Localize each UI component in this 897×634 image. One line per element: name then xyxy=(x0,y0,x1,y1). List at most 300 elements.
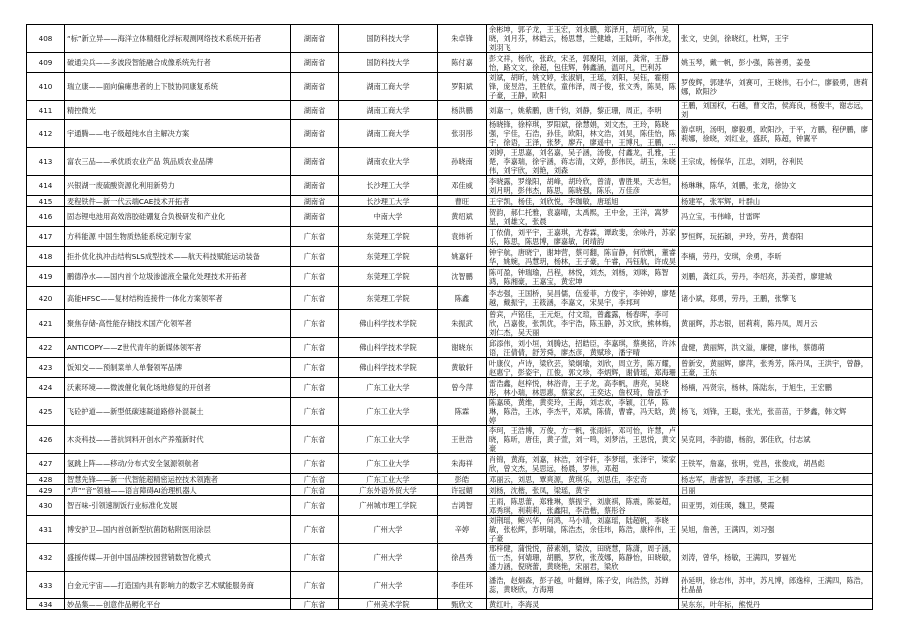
project-name: “标”新立异——海洋立体精细化浮标观测网络技术系统开拓者 xyxy=(67,34,262,43)
university: 广东工业大学 xyxy=(366,474,410,484)
university: 湖南工商大学 xyxy=(366,129,410,138)
university: 长沙理工大学 xyxy=(366,196,410,206)
team-leader: 辛婷 xyxy=(454,525,470,534)
project-name: 白金元宇宙——打造国内具有影响力的数字艺术赋能服务商 xyxy=(67,580,254,590)
row-number-cell xyxy=(27,196,65,207)
team-members: 邓丽云，刘思，覃爽源，黄琪乐，刘思佳，李宏奇 xyxy=(489,474,648,484)
row-number-cell xyxy=(27,572,65,599)
row-number-cell xyxy=(27,207,65,227)
table-row xyxy=(27,474,873,485)
advisors-cell xyxy=(679,53,873,73)
table-row xyxy=(27,73,873,101)
advisors-cell xyxy=(679,338,873,358)
university-cell xyxy=(339,25,438,53)
row-number: 425 xyxy=(38,407,53,416)
row-number: 414 xyxy=(38,181,53,190)
project-name-cell xyxy=(65,544,291,572)
team-leader-cell xyxy=(438,426,487,454)
advisors-cell xyxy=(679,516,873,544)
table-row xyxy=(27,358,873,378)
row-number-cell xyxy=(27,485,65,496)
advisors-cell xyxy=(679,176,873,196)
advisors-cell xyxy=(679,358,873,378)
table-row xyxy=(27,310,873,338)
team-members: 刘婷，王思嘉，刘名嘉，吴子涵，汤俊，付鑫龙，孔雅，王楚，李嘉瑞，徐宇涵，蒋志清，文婷，彭伟民，胡玉，朱晓伟，刘宇欣，刘艳，刘森 xyxy=(489,148,676,175)
project-name-cell xyxy=(65,101,291,120)
province: 广东省 xyxy=(303,319,326,328)
team-members-cell xyxy=(487,53,679,73)
table-row xyxy=(27,338,873,358)
advisors: 刘涛，曾华，杨敏，王满四，罗福光 xyxy=(681,553,797,562)
team-members-cell xyxy=(487,485,679,496)
province: 广东省 xyxy=(303,232,326,241)
province-cell xyxy=(291,148,339,176)
team-leader: 曹旺 xyxy=(454,196,470,206)
province-cell xyxy=(291,485,339,496)
province-cell xyxy=(291,599,339,610)
advisors: 杨琳琳，陈华，刘鹏，张龙，徐协文 xyxy=(681,181,797,190)
team-members-cell xyxy=(487,599,679,610)
project-name-cell xyxy=(65,120,291,148)
advisors-cell xyxy=(679,474,873,485)
province-cell xyxy=(291,338,339,358)
table-row xyxy=(27,287,873,310)
advisors: 张文，史剑，徐晓红，杜辉，王宇 xyxy=(681,34,789,43)
province: 湖南省 xyxy=(303,157,326,166)
team-leader-cell xyxy=(438,176,487,196)
team-leader: 曾今萍 xyxy=(451,383,473,392)
team-leader-cell xyxy=(438,398,487,426)
team-leader: 沈智鹏 xyxy=(451,272,473,281)
advisors: 吕丽 xyxy=(681,485,696,495)
table-row xyxy=(27,572,873,599)
advisors: 杨飞，刘锋，王聪，张光，张苗苗，于梦鑫，韩文辉 xyxy=(681,407,847,416)
project-name-cell xyxy=(65,338,291,358)
province-cell xyxy=(291,378,339,398)
project-name: 盛援传媒—开创中国品牌校园营销数智化模式 xyxy=(67,553,211,562)
project-name-cell xyxy=(65,176,291,196)
university: 广州大学 xyxy=(373,580,403,590)
team-leader: 罗阳斌 xyxy=(451,82,473,91)
team-leader-cell xyxy=(438,267,487,287)
row-number-cell xyxy=(27,227,65,247)
university: 佛山科学技术学院 xyxy=(359,343,417,352)
advisors: 王鹏，刘国权，石越，曹文浩，侯海良，杨俊丰，谢志远，刘 xyxy=(681,101,868,119)
project-name: 兴银湖一废硫酸资源化利用新势力 xyxy=(67,181,175,190)
team-leader-cell xyxy=(438,207,487,227)
team-leader-cell xyxy=(438,101,487,120)
row-number-cell xyxy=(27,53,65,73)
project-name-cell xyxy=(65,426,291,454)
project-name-cell xyxy=(65,474,291,485)
province: 湖南省 xyxy=(303,82,326,91)
team-leader: 朱振武 xyxy=(451,319,473,328)
advisors-cell xyxy=(679,426,873,454)
project-name-cell xyxy=(65,516,291,544)
row-number-cell xyxy=(27,426,65,454)
team-members: 邱添伟，刘小垣，刘腾达，招皓臣，李嘉琪，蔡奥铭，许沐语，汪倩倩，舒芳舜，廖杰彦，黄赋珍，潘宇晴 xyxy=(489,338,676,357)
team-leader-cell xyxy=(438,544,487,572)
university: 东莞理工学院 xyxy=(366,293,410,303)
team-members: 杨晓锋，徐梓琪，罗阳斌，徐慧娟，刘文杰，王玲，陈晓强，宇佳，石浩，孙佳，欧阳，林文浩，刘昊，陈佳怡，陈宇，徐语，王泽，张梦，廖卉，廖遥中，王博凡，王鹏，王 xyxy=(489,120,676,147)
row-number: 424 xyxy=(38,383,53,392)
university: 广州美术学院 xyxy=(366,599,410,609)
province-cell xyxy=(291,207,339,227)
advisors: 游卓明，汤明，廖毅勇，欧阳沙，于平，方鹏，程伊鹏，廖莉娜，徐晓，刘红业，盛跃，陈超，钟翼平 xyxy=(681,124,868,143)
advisors: 田亚男，刘佳瑛，魏卫，樊霞 xyxy=(681,501,775,510)
university-cell xyxy=(339,599,438,610)
team-members: 潘浩，赵炯森，彭子越，叶翻婵，陈子安，向浩然，苏婵蕊，黄晓欣，方海翔 xyxy=(489,576,669,594)
team-leader-cell xyxy=(438,516,487,544)
table-row xyxy=(27,426,873,454)
province-cell xyxy=(291,227,339,247)
advisors-cell xyxy=(679,207,873,227)
table-row xyxy=(27,454,873,474)
province-cell xyxy=(291,267,339,287)
project-name: 博安护卫—国内首创新型抗菌防粘附医用涂层 xyxy=(67,525,211,534)
project-name-cell xyxy=(65,572,291,599)
university-cell xyxy=(339,196,438,207)
team-members: 王雨，陈思蕾，郑雅琳，蔡振宇，刘康祺，陈震，陈晏超，邓秀琪，利莉莉，张鑫阳，李浩楷，蔡彤谷 xyxy=(489,496,676,515)
team-members-cell xyxy=(487,120,679,148)
row-number-cell xyxy=(27,516,65,544)
project-name-cell xyxy=(65,287,291,310)
province: 广东省 xyxy=(303,459,326,468)
team-members: 刘斌，胡昕，姚文婷，张淑娟，王瑶，刘阳，吴钰，霍栩锋，庞昱浩，王胜依，童伟泽，周子俊，张文秀，陈昊，陈子豪，王静，欧阳 xyxy=(489,73,676,100)
university-cell xyxy=(339,544,438,572)
table-row xyxy=(27,227,873,247)
university: 广州大学 xyxy=(373,525,403,534)
university-cell xyxy=(339,358,438,378)
row-number-cell xyxy=(27,474,65,485)
advisors-cell xyxy=(679,496,873,516)
table-body xyxy=(27,25,873,610)
table-row xyxy=(27,485,873,496)
advisors-cell xyxy=(679,267,873,287)
table-row xyxy=(27,544,873,572)
advisors: 诸小斌，郑勇，劳丹，王鹏，张擎飞 xyxy=(681,293,797,303)
team-leader: 孙晓南 xyxy=(451,157,473,166)
team-members: 丁依倩，刘平宇，王嘉琪，尤春霖，谭政斐，余咏丹，苏家乐，陈思，陈思博，廖嘉敏，闭靖韵 xyxy=(489,227,676,246)
project-name: 智慧先锋——新一代智能超精密运控技术领跑者 xyxy=(67,474,218,484)
project-name: 麦程铁件—新一代云端CAE技术开拓者 xyxy=(67,196,190,206)
university: 佛山科学技术学院 xyxy=(359,319,417,328)
table-row xyxy=(27,207,873,227)
team-leader: 许冠媚 xyxy=(451,485,473,495)
project-name: ANTICOPY——Z世代青年的新媒体领军者 xyxy=(67,343,202,352)
row-number: 429 xyxy=(38,485,53,495)
province: 广东省 xyxy=(303,272,326,281)
project-name: 饭知交——预制菜单人单餐领军品牌 xyxy=(67,363,183,372)
team-members-cell xyxy=(487,426,679,454)
team-leader-cell xyxy=(438,53,487,73)
university-cell xyxy=(339,287,438,310)
university: 广东工业大学 xyxy=(366,435,410,444)
team-leader-cell xyxy=(438,247,487,267)
team-leader: 朱海祥 xyxy=(451,459,473,468)
province: 湖南省 xyxy=(303,212,326,221)
province: 广东省 xyxy=(303,407,326,416)
project-name: 高能HFSC——复材结构连接件一体化方案领军者 xyxy=(67,293,223,303)
table-row xyxy=(27,25,873,53)
advisors: 罗俊辉，郭建华，刘赛可，王晓伟，石小仁，廖毅勇，唐莉娜，欧阳沙 xyxy=(681,77,868,96)
team-members: 雷浩鑫，赵梓悦，林浴青，王子龙，高李帆，唐亮，吴晓彤，林小瑞，林思惠，蔡家玄，王奕达，詹权琦，詹泓予 xyxy=(489,378,669,397)
advisors-cell xyxy=(679,378,873,398)
project-name: 氢跳上阵——移动/分布式安全氢源领航者 xyxy=(67,459,199,468)
team-members: 肖锦，黄海，刘嘉，林浩，刘宇轩，李梦瑶，张泽宇，梁家欣，曾文杰，吴思远，杨晨，罗伟，邓超 xyxy=(489,454,676,473)
row-number: 432 xyxy=(38,553,53,562)
province-cell xyxy=(291,496,339,516)
team-members: 刘荆瑶，鲍兴华，何鸿，马小靖，刘嘉瑶，陆超帆，李晓敏，张松辉，彭明瑞，陈浩杰，余佳玮，陈浩，康梓伟，王子豪 xyxy=(489,516,676,543)
team-leader: 彭皓 xyxy=(454,474,470,484)
province: 广东省 xyxy=(303,580,326,590)
team-leader-cell xyxy=(438,227,487,247)
university-cell xyxy=(339,247,438,267)
advisors: 王铁军，詹嘉，张明，党昌，张俊成，胡昌彪 xyxy=(681,459,825,468)
team-leader-cell xyxy=(438,358,487,378)
row-number: 410 xyxy=(38,82,53,91)
project-name-cell xyxy=(65,358,291,378)
row-number: 428 xyxy=(38,474,53,484)
row-number-cell xyxy=(27,338,65,358)
university: 长沙理工大学 xyxy=(366,181,410,190)
team-leader: 杨洪鹏 xyxy=(451,105,473,115)
province-cell xyxy=(291,426,339,454)
team-members-cell xyxy=(487,148,679,176)
university-cell xyxy=(339,227,438,247)
project-name-cell xyxy=(65,267,291,287)
team-members: 陈嘉瑛，黄维，黄奕玲，王海，刘志欢，李颖，江华，陈琳，陈浩，王冰，李杰平，邓斌，陈倩，曹睿，冯天晗，黄婷 xyxy=(489,398,676,425)
team-members-cell xyxy=(487,227,679,247)
province-cell xyxy=(291,176,339,196)
advisors-cell xyxy=(679,101,873,120)
row-number: 431 xyxy=(38,525,53,534)
university: 广州城市理工学院 xyxy=(359,501,417,510)
university: 湖南工商大学 xyxy=(366,105,410,115)
advisors: 姚玉琴，戴一帆，彭小强，陈善勇，姜曼 xyxy=(681,58,811,67)
university: 东莞理工学院 xyxy=(366,232,410,241)
university-cell xyxy=(339,73,438,101)
university-cell xyxy=(339,398,438,426)
project-name-cell xyxy=(65,496,291,516)
row-number: 420 xyxy=(38,293,53,303)
row-number-cell xyxy=(27,310,65,338)
province: 广东省 xyxy=(303,553,326,562)
project-name-cell xyxy=(65,378,291,398)
team-members-cell xyxy=(487,496,679,516)
team-members: 黄红叶，李海灵 xyxy=(489,599,540,609)
project-name: 聚焦存储-高性能存储技术国产化领军者 xyxy=(67,319,192,328)
advisors-cell xyxy=(679,120,873,148)
advisors-cell xyxy=(679,398,873,426)
project-name-cell xyxy=(65,398,291,426)
university: 湖南农业大学 xyxy=(366,157,410,166)
row-number: 412 xyxy=(38,129,53,138)
project-name: 破通尖兵——多波段智能融合成像系统先行者 xyxy=(67,58,211,67)
advisors-cell xyxy=(679,599,873,610)
row-number: 423 xyxy=(38,363,53,372)
row-number-cell xyxy=(27,101,65,120)
team-members-cell xyxy=(487,474,679,485)
university-cell xyxy=(339,53,438,73)
project-name-cell xyxy=(65,53,291,73)
team-members: 李志强，王国桥，吴昌儒，伍爱菲，方俊宇，李钟婷，廖楚越，戴振宇，王筱涵，李嘉文，宋昊宇，李邦珂 xyxy=(489,289,676,307)
province-cell xyxy=(291,516,339,544)
project-name: 固态锂电池用高效溶胶硅硼复合负极研发和产业化 xyxy=(67,212,226,221)
team-members-cell xyxy=(487,338,679,358)
province: 广东省 xyxy=(303,363,326,372)
advisors: 曾新安，黄丽辉，廖萍，张秀芳，陈丹凤，王洪宇，曾静，王豪，王东 xyxy=(681,358,868,377)
row-number: 408 xyxy=(38,34,53,43)
row-number: 415 xyxy=(38,196,53,206)
row-number-cell xyxy=(27,544,65,572)
row-number-cell xyxy=(27,287,65,310)
row-number-cell xyxy=(27,454,65,474)
team-leader: 谢晓东 xyxy=(451,343,473,352)
advisors-cell xyxy=(679,25,873,53)
university-cell xyxy=(339,378,438,398)
province-cell xyxy=(291,287,339,310)
province-cell xyxy=(291,73,339,101)
team-leader: 黄敏轩 xyxy=(451,363,473,372)
row-number: 430 xyxy=(38,501,53,510)
team-leader-cell xyxy=(438,599,487,610)
advisors: 杨志军，唐睿智，李君娜，王之桐 xyxy=(681,474,789,484)
row-number-cell xyxy=(27,73,65,101)
team-leader-cell xyxy=(438,25,487,53)
row-number: 413 xyxy=(38,157,53,166)
advisors-cell xyxy=(679,310,873,338)
table-row xyxy=(27,398,873,426)
university-cell xyxy=(339,176,438,196)
team-leader-cell xyxy=(438,148,487,176)
advisors-cell xyxy=(679,148,873,176)
row-number-cell xyxy=(27,599,65,610)
team-leader-cell xyxy=(438,474,487,485)
project-name: 方科能源 中国生物质热能系统定制专家 xyxy=(67,232,192,241)
team-members: 贺韵，郝仁托雅，袁嘉晴，太禹熙，王中金，王洋，嵩梦星，刘雄文，张晨 xyxy=(489,207,669,226)
team-leader-cell xyxy=(438,378,487,398)
team-members: 刘嘉一，姚紫鹏，唐千钧，刘静，黎正珊，周正，李明 xyxy=(489,105,662,115)
team-leader: 陈鑫 xyxy=(454,293,470,303)
project-name-cell xyxy=(65,485,291,496)
team-members: 彭文祥，杨欣，张政，宋圣，郭聚阳，刘丽，龚常，王静怡，路文文，徐超，包佳辉，韩鑫涵，温可凡，巴利苏 xyxy=(489,53,669,72)
project-name: 富农三品——承优质农业产品 筑品质农业品牌 xyxy=(67,157,214,166)
university-cell xyxy=(339,485,438,496)
team-leader: 陈付嘉 xyxy=(451,58,473,67)
team-members-cell xyxy=(487,378,679,398)
table-row xyxy=(27,196,873,207)
team-leader: 袁炜祈 xyxy=(451,232,473,241)
team-members-cell xyxy=(487,176,679,196)
advisors: 罗恒辉，玩拓颖，尹玲，劳丹，黄春阳 xyxy=(681,232,804,241)
table-row xyxy=(27,148,873,176)
project-name: 瑞立康——面向偏瘫患者的上下肢协同康复系统 xyxy=(67,82,218,91)
university-cell xyxy=(339,516,438,544)
province: 广东省 xyxy=(303,252,326,261)
province-cell xyxy=(291,544,339,572)
project-name: 智百味-引领速制饭行业标准化发展 xyxy=(67,501,178,510)
project-name: 妙品集——创意作品孵化平台 xyxy=(67,599,161,609)
university: 佛山科学技术学院 xyxy=(359,363,417,372)
province: 湖南省 xyxy=(303,129,326,138)
university-cell xyxy=(339,207,438,227)
team-leader: 陈霖 xyxy=(454,407,470,416)
row-number: 409 xyxy=(38,58,53,67)
advisors: 王宗成，杨保华，江忠，刘明，谷利民 xyxy=(681,157,804,166)
advisors-cell xyxy=(679,196,873,207)
project-name-cell xyxy=(65,73,291,101)
province: 广东省 xyxy=(303,525,326,534)
advisors-cell xyxy=(679,544,873,572)
table-row xyxy=(27,378,873,398)
university: 国防科技大学 xyxy=(366,34,410,43)
university-cell xyxy=(339,267,438,287)
team-members-cell xyxy=(487,572,679,599)
team-leader-cell xyxy=(438,73,487,101)
university-cell xyxy=(339,101,438,120)
advisors: 杨楠，冯贤宗，杨林，陈陆东，于旭生，王宏鹏 xyxy=(681,383,832,392)
province: 广东省 xyxy=(303,474,326,484)
advisors-cell xyxy=(679,454,873,474)
row-number: 418 xyxy=(38,252,53,261)
advisors-cell xyxy=(679,572,873,599)
province-cell xyxy=(291,398,339,426)
university: 广东工业大学 xyxy=(366,407,410,416)
province: 湖南省 xyxy=(303,105,326,115)
province-cell xyxy=(291,358,339,378)
province: 广东省 xyxy=(303,599,326,609)
team-members-cell xyxy=(487,544,679,572)
province-cell xyxy=(291,25,339,53)
team-leader: 徐昌秀 xyxy=(451,553,473,562)
university: 湖南工商大学 xyxy=(366,82,410,91)
province-cell xyxy=(291,247,339,267)
team-members: 曾宾，卢铭佳，王元炬，付文瑄，曾鑫露，杨春晖，李可欣，吕嘉俊，张凯优，李宇浩，陈玉静，苏文欣，熊林梅，刘仁杰，吴天丽 xyxy=(489,310,676,337)
team-leader-cell xyxy=(438,338,487,358)
province: 湖南省 xyxy=(303,196,326,206)
advisors: 吴东东，叶年标，熊悦丹 xyxy=(681,599,761,609)
team-members-cell xyxy=(487,101,679,120)
team-members-cell xyxy=(487,358,679,378)
university-cell xyxy=(339,572,438,599)
row-number: 422 xyxy=(38,343,53,352)
university-cell xyxy=(339,454,438,474)
province-cell xyxy=(291,310,339,338)
team-members: 叶康仪，卢诗，梁欣芸，梁炯瑜，刘欣，周立芳，陈万耀，赵惠宁，彭姿宇，江俊，郭文珍，李炳辉，谢倩瑶，郑海珊 xyxy=(489,358,676,377)
university-cell xyxy=(339,496,438,516)
project-name: 沃素环境——微波催化氧化场地修复的开创者 xyxy=(67,383,211,392)
advisors-cell xyxy=(679,247,873,267)
row-number: 411 xyxy=(38,105,53,115)
province-cell xyxy=(291,101,339,120)
project-name-cell xyxy=(65,227,291,247)
university: 中南大学 xyxy=(373,212,403,221)
team-members-cell xyxy=(487,398,679,426)
province: 湖南省 xyxy=(303,181,326,190)
team-leader-cell xyxy=(438,572,487,599)
province: 广东省 xyxy=(303,501,326,510)
team-members-cell xyxy=(487,247,679,267)
province: 广东省 xyxy=(303,383,326,392)
province: 广东省 xyxy=(303,485,326,495)
province-cell xyxy=(291,572,339,599)
advisors: 黄丽辉，苏志银，屈莉莉，陈丹凤，周月云 xyxy=(681,319,818,328)
row-number-cell xyxy=(27,358,65,378)
team-members: 王宇凯，杨佳，刘欣悦，李珈敏，唐瑶旭 xyxy=(489,196,619,206)
university-cell xyxy=(339,148,438,176)
row-number-cell xyxy=(27,176,65,196)
